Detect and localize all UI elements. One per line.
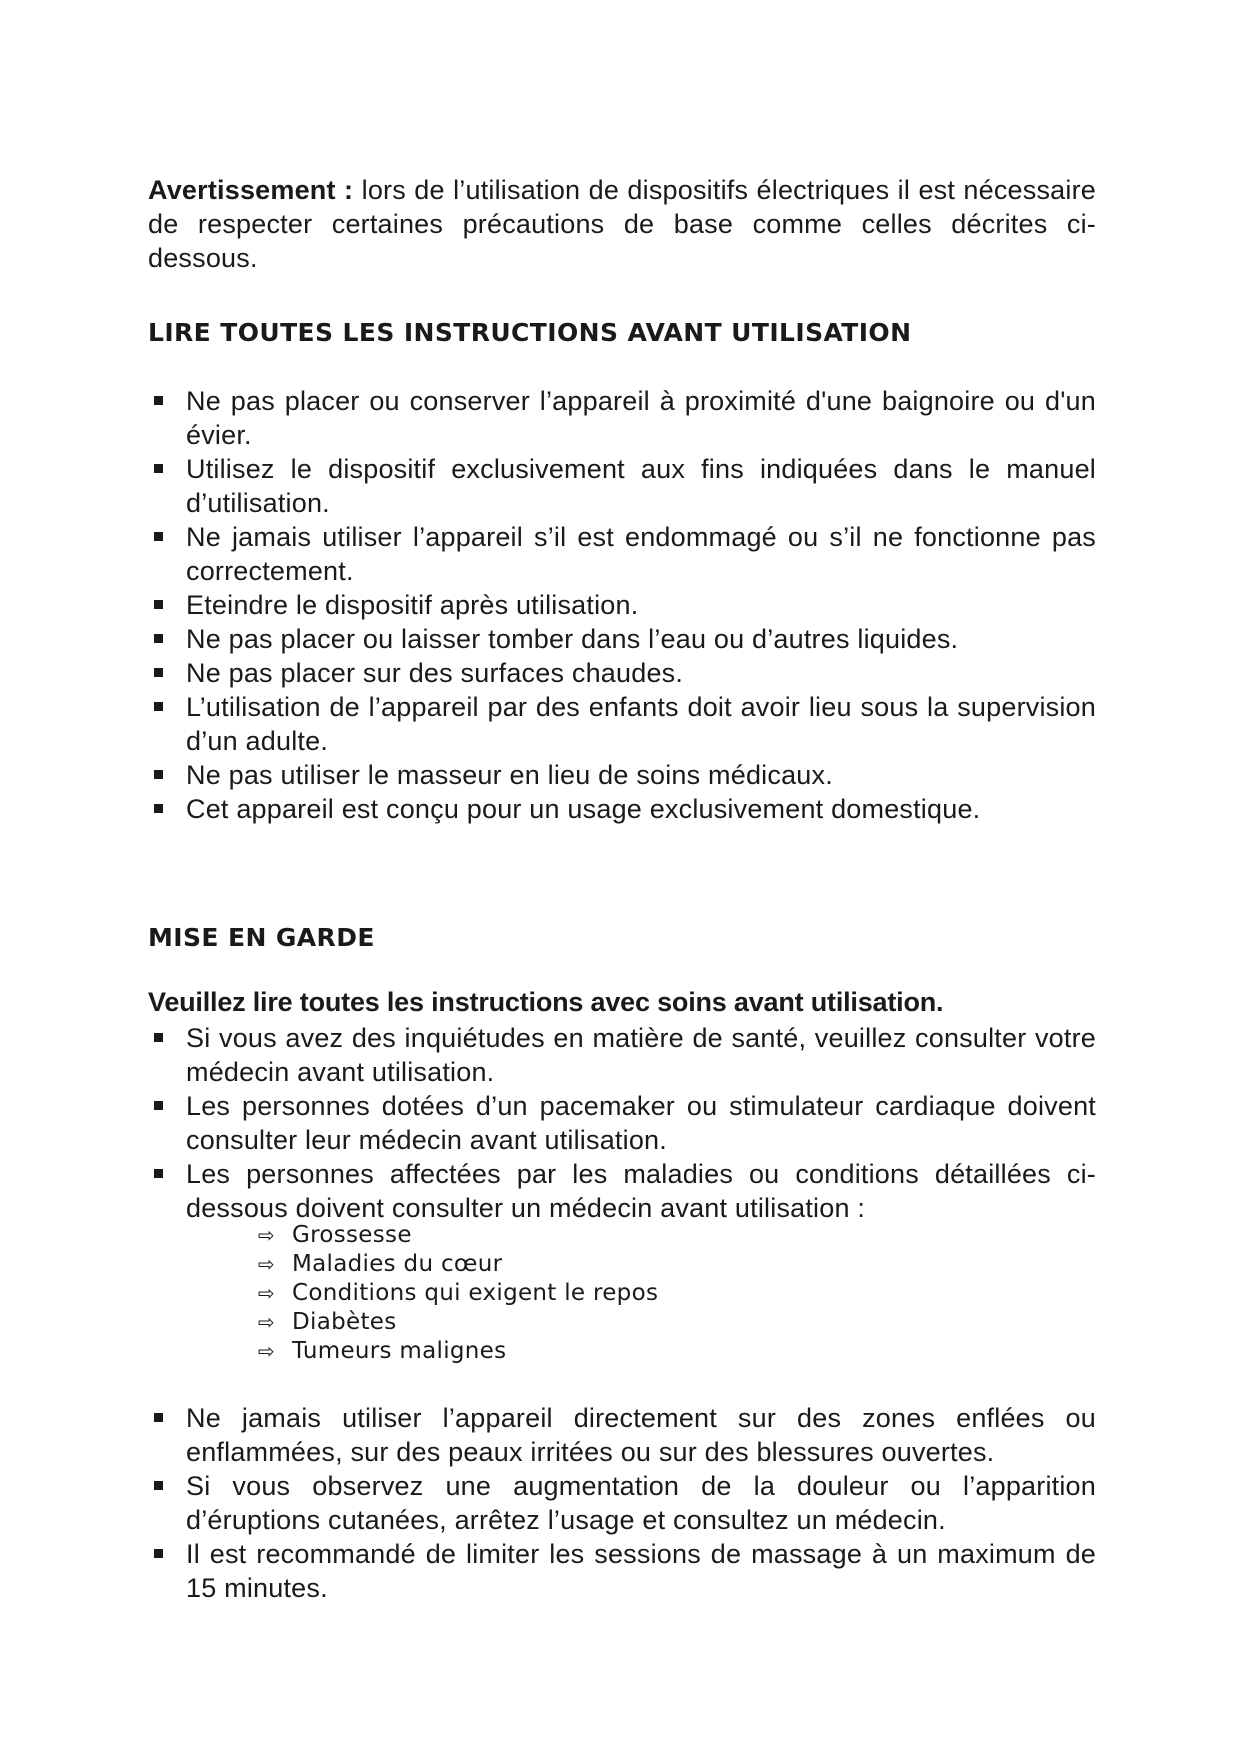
section-heading-instructions: LIRE TOUTES LES INSTRUCTIONS AVANT UTILISATION xyxy=(148,318,912,347)
condition-text: Maladies du cœur xyxy=(292,1251,503,1277)
list-item-text: Si vous avez des inquiétudes en matière de santé, veuillez consulter votre médecin avant utilisation. xyxy=(186,1023,1096,1087)
square-bullet-icon xyxy=(154,1169,163,1178)
list-item-text: Ne pas placer ou conserver l’appareil à proximité d'une baignoire ou d'un évier. xyxy=(186,386,1096,450)
list-item-text: Il est recommandé de limiter les sessions de massage à un maximum de 15 minutes. xyxy=(186,1539,1096,1603)
list-item xyxy=(148,588,1096,622)
list-item xyxy=(148,520,1096,588)
arrow-right-icon: ⇨ xyxy=(258,1252,276,1276)
list-item xyxy=(148,1021,1096,1089)
list-item-text: Ne pas utiliser le masseur en lieu de soins médicaux. xyxy=(186,760,833,790)
square-bullet-icon xyxy=(154,1413,163,1422)
list-item xyxy=(148,758,1096,792)
list-item xyxy=(148,1401,1096,1469)
list-item xyxy=(148,690,1096,758)
conditions-list xyxy=(258,1221,658,1366)
list-item xyxy=(148,1157,1096,1225)
condition-item xyxy=(258,1279,658,1308)
square-bullet-icon xyxy=(154,464,163,473)
list-item-text: Les personnes dotées d’un pacemaker ou stimulateur cardiaque doivent consulter leur médecin avant utilisation. xyxy=(186,1091,1096,1155)
list-item-text: Ne pas placer ou laisser tomber dans l’eau ou d’autres liquides. xyxy=(186,624,959,654)
square-bullet-icon xyxy=(154,770,163,779)
square-bullet-icon xyxy=(154,634,163,643)
list-item xyxy=(148,452,1096,520)
list-item xyxy=(148,1089,1096,1157)
health-warnings-list xyxy=(148,1021,1096,1225)
list-item xyxy=(148,656,1096,690)
list-item-text: Cet appareil est conçu pour un usage exclusivement domestique. xyxy=(186,794,981,824)
list-item xyxy=(148,1469,1096,1537)
condition-text: Diabètes xyxy=(292,1309,397,1335)
warning-label: Avertissement : xyxy=(148,175,354,205)
condition-item xyxy=(258,1221,658,1250)
list-item-text: Les personnes affectées par les maladies ou conditions détaillées ci-dessous doivent consulter un médecin avant utilisation : xyxy=(186,1159,1096,1223)
arrow-right-icon: ⇨ xyxy=(258,1310,276,1334)
arrow-right-icon: ⇨ xyxy=(258,1223,276,1247)
list-item-text: Si vous observez une augmentation de la douleur ou l’apparition d’éruptions cutanées, arrêtez l’usage et consultez un médecin. xyxy=(186,1471,1096,1535)
list-item-text: Ne jamais utiliser l’appareil s’il est endommagé ou s’il ne fonctionne pas correctement. xyxy=(186,522,1096,586)
list-item-text: Eteindre le dispositif après utilisation. xyxy=(186,590,639,620)
list-item xyxy=(148,384,1096,452)
square-bullet-icon xyxy=(154,1549,163,1558)
section-heading-warning: MISE EN GARDE xyxy=(148,923,375,952)
square-bullet-icon xyxy=(154,1481,163,1490)
condition-text: Tumeurs malignes xyxy=(292,1338,507,1364)
warning-text: lors de l’utilisation de dispositifs électriques il est nécessaire de respecter certaines précautions de base comme celles décrites ci-dessous. xyxy=(148,175,1096,273)
condition-item xyxy=(258,1308,658,1337)
condition-text: Conditions qui exigent le repos xyxy=(292,1280,659,1306)
list-item-text: Ne pas placer sur des surfaces chaudes. xyxy=(186,658,684,688)
section-subheading: Veuillez lire toutes les instructions avec soins avant utilisation. xyxy=(148,987,944,1017)
condition-item xyxy=(258,1337,658,1366)
square-bullet-icon xyxy=(154,702,163,711)
instructions-list xyxy=(148,384,1096,826)
square-bullet-icon xyxy=(154,1033,163,1042)
square-bullet-icon xyxy=(154,804,163,813)
square-bullet-icon xyxy=(154,532,163,541)
list-item-text: Ne jamais utiliser l’appareil directement sur des zones enflées ou enflammées, sur des peaux irritées ou sur des blessures ouvertes. xyxy=(186,1403,1096,1467)
list-item xyxy=(148,622,1096,656)
square-bullet-icon xyxy=(154,600,163,609)
square-bullet-icon xyxy=(154,668,163,677)
arrow-right-icon: ⇨ xyxy=(258,1339,276,1363)
condition-text: Grossesse xyxy=(292,1222,412,1248)
square-bullet-icon xyxy=(154,396,163,405)
square-bullet-icon xyxy=(154,1101,163,1110)
list-item-text: Utilisez le dispositif exclusivement aux fins indiquées dans le manuel d’utilisation. xyxy=(186,454,1096,518)
list-item xyxy=(148,1537,1096,1605)
warning-paragraph xyxy=(148,173,1096,275)
list-item-text: L’utilisation de l’appareil par des enfants doit avoir lieu sous la supervision d’un adulte. xyxy=(186,692,1096,756)
list-item xyxy=(148,792,1096,826)
condition-item xyxy=(258,1250,658,1279)
arrow-right-icon: ⇨ xyxy=(258,1281,276,1305)
usage-warnings-list xyxy=(148,1401,1096,1605)
